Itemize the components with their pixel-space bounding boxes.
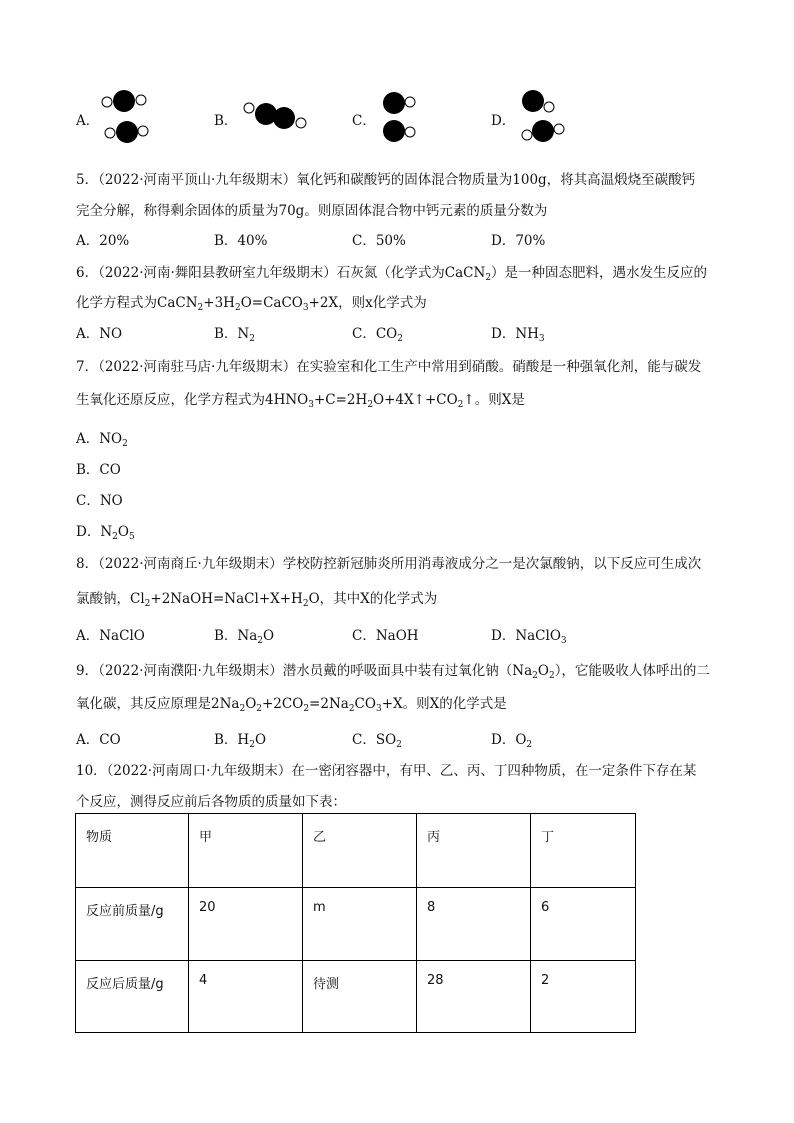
- q4-option-a-label[interactable]: A．: [76, 113, 100, 129]
- table-cell: 反应前质量/g: [76, 888, 189, 961]
- table-cell: 丁: [531, 814, 636, 888]
- table-cell: m: [303, 888, 417, 961]
- q9-option-c[interactable]: C．$SO_2$: [352, 732, 402, 750]
- q6-option-d[interactable]: D．$NH_3$: [491, 326, 545, 344]
- table-cell: 8: [417, 888, 531, 961]
- q9-option-d[interactable]: D．$O_2$: [491, 732, 533, 750]
- table-cell: 甲: [189, 814, 303, 888]
- q5-option-d[interactable]: D．70%: [491, 233, 546, 249]
- q9-option-a[interactable]: A．CO: [76, 732, 121, 748]
- q8-option-c[interactable]: C．NaOH: [352, 628, 419, 644]
- q5-option-a[interactable]: A．20%: [76, 233, 130, 249]
- q7-stem-line1: 7．（2022·河南驻马店·九年级期末）在实验室和化工生产中常用到硝酸。硝酸是一种强氧化剂，能与碳发: [76, 359, 702, 375]
- table-cell: 4: [189, 961, 303, 1033]
- q7-option-d[interactable]: D．$N_2O_5$: [76, 524, 135, 542]
- q10-stem-line2: 个反应，测得反应前后各物质的质量如下表：: [76, 794, 346, 810]
- q8-option-d[interactable]: D．NaClO$_3$: [491, 628, 567, 646]
- molecule-b-icon: [238, 98, 308, 134]
- q8-stem-line1: 8．（2022·河南商丘·九年级期末）学校防控新冠肺炎所用消毒液成分之一是次氯酸钠，以下反应可生成次: [76, 556, 702, 572]
- table-row-header: [76, 814, 636, 888]
- table-cell: 2: [531, 961, 636, 1033]
- table-cell: 丙: [417, 814, 531, 888]
- q5-option-b[interactable]: B．40%: [214, 233, 268, 249]
- q6-stem-line2: 化学方程式为$CaCN_2+3H_2O=CaCO_3+2X$，则x化学式为: [76, 295, 427, 313]
- q7-option-a[interactable]: A．$NO_2$: [76, 431, 128, 449]
- q6-stem-line1: 6．（2022·河南·舞阳县教研室九年级期末）石灰氮（化学式为CaCN$_2$）是一种固态肥料，遇水发生反应的: [76, 265, 708, 283]
- q8-option-b[interactable]: B．$Na_2O$: [214, 628, 275, 646]
- q9-option-b[interactable]: B．$H_2O$: [214, 732, 267, 750]
- q6-option-c[interactable]: C．$CO_2$: [352, 326, 403, 344]
- table-cell: 反应后质量/g: [76, 961, 189, 1033]
- table-cell: 待测: [303, 961, 417, 1033]
- q7-option-c[interactable]: C．NO: [76, 493, 123, 509]
- q4-option-b-label[interactable]: B．: [214, 113, 238, 129]
- table-cell: 乙: [303, 814, 417, 888]
- molecule-c-icon: [378, 88, 418, 148]
- table-cell: 20: [189, 888, 303, 961]
- table-cell: 28: [417, 961, 531, 1033]
- q4-option-d-label[interactable]: D．: [491, 113, 516, 129]
- table-cell: 6: [531, 888, 636, 961]
- q10-stem-line1: 10．（2022·河南周口·九年级期末）在一密闭容器中，有甲、乙、丙、丁四种物质，在一定条件下存在某: [76, 763, 697, 779]
- mass-table: [75, 813, 636, 1033]
- q8-option-a[interactable]: A．NaClO: [76, 628, 145, 644]
- q9-stem-line2: 氧化碳，其反应原理是$2Na_2O_2+2CO_2=2Na_2CO_3+X$。则X的化学式是: [76, 696, 507, 714]
- q8-stem-line2: 氯酸钠，$Cl_2+2NaOH=NaCl+X+H_2O$，其中X的化学式为: [76, 591, 438, 609]
- q6-option-a[interactable]: A．NO: [76, 326, 123, 342]
- q9-stem-line1: 9．（2022·河南濮阳·九年级期末）潜水员戴的呼吸面具中装有过氧化钠$(Na_2O_2)$，它能吸收人体呼出的二: [76, 663, 710, 681]
- table-cell: 物质: [76, 814, 189, 888]
- table-row: [76, 961, 636, 1033]
- q4-option-c-label[interactable]: C．: [352, 113, 376, 129]
- q6-option-b[interactable]: B．$N_2$: [214, 326, 255, 344]
- q5-option-c[interactable]: C．50%: [352, 233, 406, 249]
- q7-option-b[interactable]: B．CO: [76, 462, 121, 478]
- q7-stem-line2: 生氧化还原反应，化学方程式为$4HNO_3+C=2H_2O+4X↑+CO_2↑$。则X是: [76, 392, 525, 410]
- molecule-d-icon: [516, 86, 568, 148]
- table-row: [76, 888, 636, 961]
- molecule-a-icon: [98, 86, 158, 148]
- q5-stem-line1: 5．（2022·河南平顶山·九年级期末）氧化钙和碳酸钙的固体混合物质量为100g，将其高温煅烧至碳酸钙: [76, 172, 696, 188]
- q5-stem-line2: 完全分解，称得剩余固体的质量为70g。则原固体混合物中钙元素的质量分数为: [76, 203, 548, 219]
